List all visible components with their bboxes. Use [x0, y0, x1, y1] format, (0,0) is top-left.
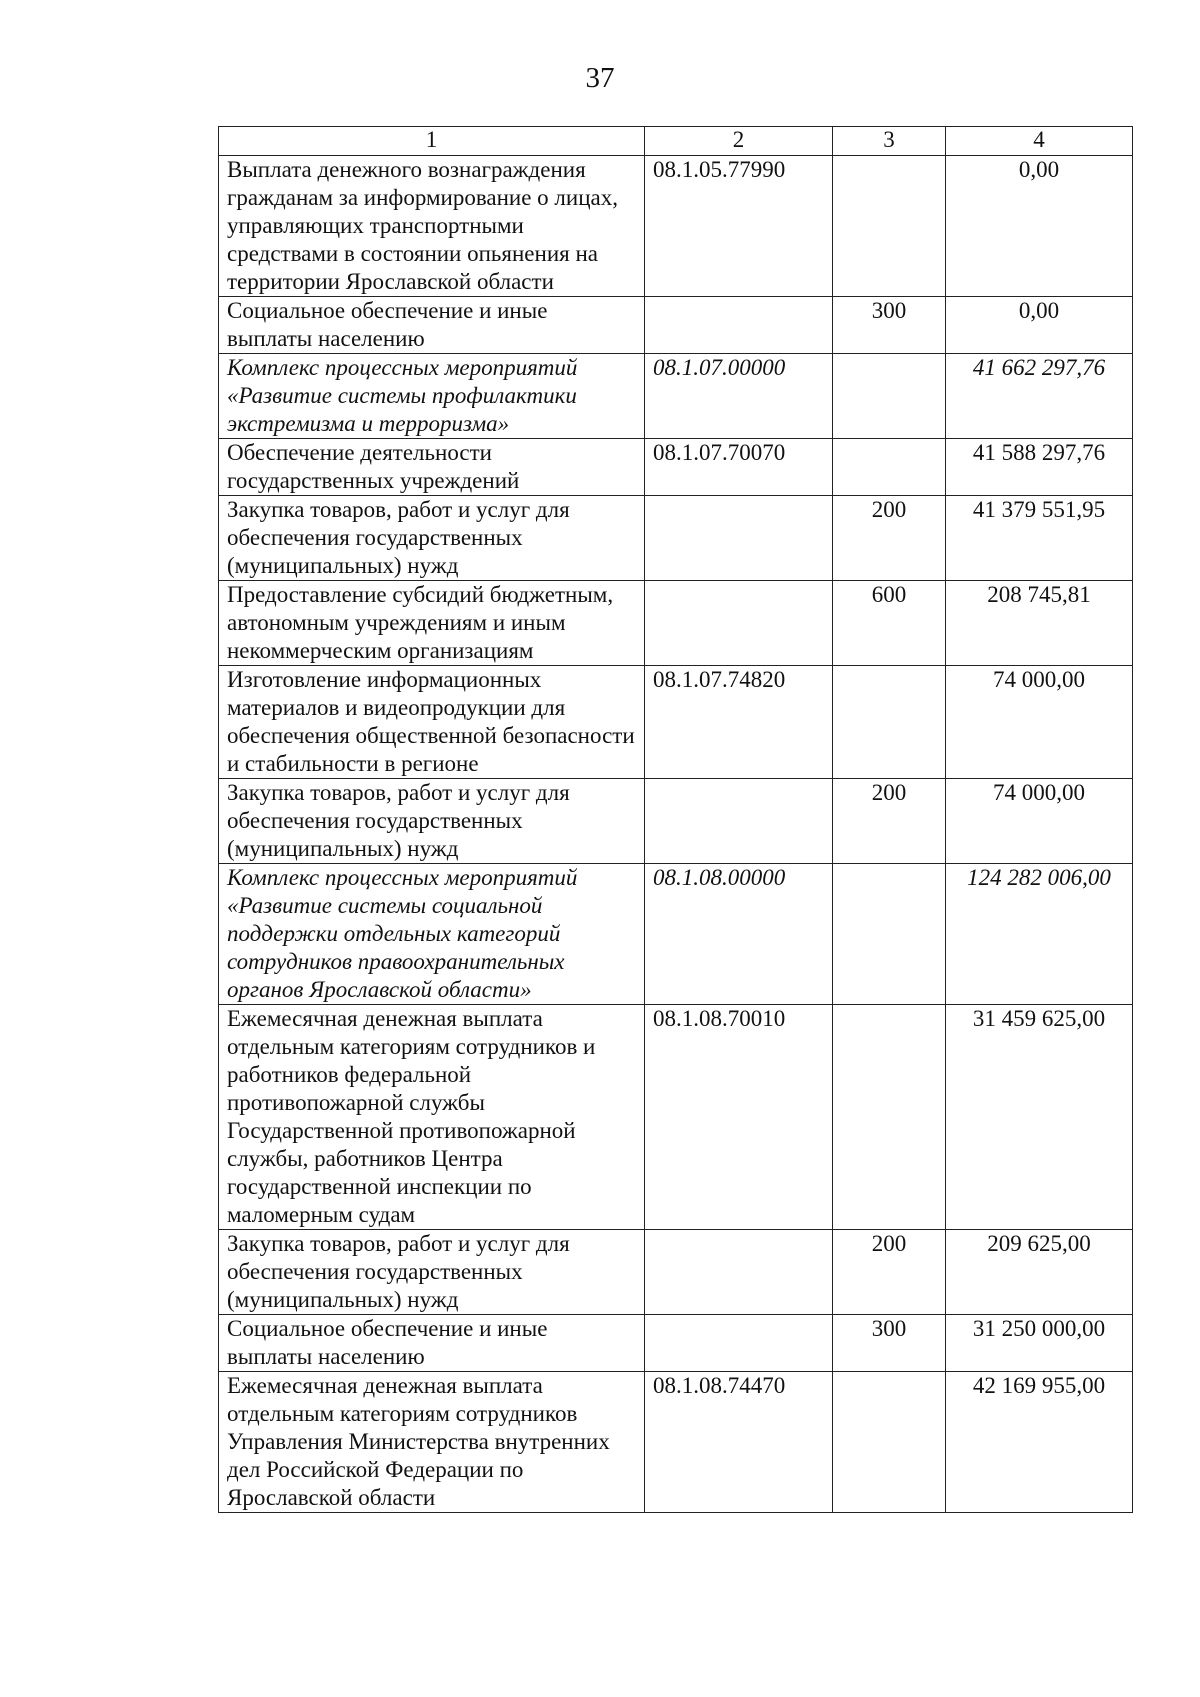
cell-sum: 41 379 551,95 [946, 496, 1133, 581]
cell-code: 08.1.08.70010 [645, 1005, 833, 1230]
column-header-name: 1 [219, 127, 645, 156]
cell-code: 08.1.08.00000 [645, 864, 833, 1005]
table-row [219, 1230, 1133, 1315]
cell-name: Социальное обеспечение и иные выплаты населению [219, 1315, 645, 1372]
budget-table [218, 126, 1133, 1513]
table-row [219, 779, 1133, 864]
cell-name: Обеспечение деятельности государственных учреждений [219, 439, 645, 496]
cell-expense-type [833, 666, 946, 779]
cell-name: Закупка товаров, работ и услуг для обеспечения государственных (муниципальных) нужд [219, 496, 645, 581]
cell-expense-type: 300 [833, 297, 946, 354]
cell-expense-type [833, 156, 946, 297]
cell-code: 08.1.05.77990 [645, 156, 833, 297]
cell-code [645, 581, 833, 666]
cell-expense-type: 300 [833, 1315, 946, 1372]
cell-sum: 41 588 297,76 [946, 439, 1133, 496]
cell-expense-type [833, 1372, 946, 1513]
table-row [219, 354, 1133, 439]
cell-name: Комплекс процессных мероприятий «Развитие системы профилактики экстремизма и терроризма» [219, 354, 645, 439]
cell-sum: 208 745,81 [946, 581, 1133, 666]
cell-name: Комплекс процессных мероприятий «Развитие системы социальной поддержки отдельных категорий сотрудников правоохранительных органов Ярославской области» [219, 864, 645, 1005]
cell-name: Предоставление субсидий бюджетным, автономным учреждениям и иным некоммерческим организациям [219, 581, 645, 666]
page-number: 37 [585, 62, 615, 94]
cell-sum: 209 625,00 [946, 1230, 1133, 1315]
cell-sum: 41 662 297,76 [946, 354, 1133, 439]
cell-sum: 0,00 [946, 297, 1133, 354]
cell-expense-type [833, 864, 946, 1005]
cell-expense-type: 200 [833, 779, 946, 864]
cell-name: Изготовление информационных материалов и видеопродукции для обеспечения общественной безопасности и стабильности в регионе [219, 666, 645, 779]
cell-code: 08.1.07.74820 [645, 666, 833, 779]
table-header-row [219, 127, 1133, 156]
table-row [219, 297, 1133, 354]
cell-sum: 74 000,00 [946, 779, 1133, 864]
cell-code: 08.1.07.00000 [645, 354, 833, 439]
column-header-code: 2 [645, 127, 833, 156]
table-row [219, 1315, 1133, 1372]
table-row [219, 581, 1133, 666]
cell-name: Закупка товаров, работ и услуг для обеспечения государственных (муниципальных) нужд [219, 1230, 645, 1315]
table-row [219, 1372, 1133, 1513]
cell-name: Выплата денежного вознаграждения гражданам за информирование о лицах, управляющих транспортными средствами в состоянии опьянения на территории Ярославской области [219, 156, 645, 297]
cell-sum: 74 000,00 [946, 666, 1133, 779]
cell-name: Закупка товаров, работ и услуг для обеспечения государственных (муниципальных) нужд [219, 779, 645, 864]
table-row [219, 1005, 1133, 1230]
cell-code: 08.1.08.74470 [645, 1372, 833, 1513]
cell-sum: 124 282 006,00 [946, 864, 1133, 1005]
column-header-sum: 4 [946, 127, 1133, 156]
cell-name: Социальное обеспечение и иные выплаты населению [219, 297, 645, 354]
table-row [219, 666, 1133, 779]
table-row [219, 864, 1133, 1005]
cell-code [645, 496, 833, 581]
cell-expense-type [833, 1005, 946, 1230]
cell-code [645, 1315, 833, 1372]
cell-name: Ежемесячная денежная выплата отдельным категориям сотрудников Управления Министерства внутренних дел Российской Федерации по Ярославской области [219, 1372, 645, 1513]
table-body [219, 156, 1133, 1513]
cell-expense-type: 200 [833, 1230, 946, 1315]
cell-code [645, 1230, 833, 1315]
cell-name: Ежемесячная денежная выплата отдельным категориям сотрудников и работников федеральной противопожарной службы Государственной противопожарной службы, работников Центра государственной инспекции по маломерным судам [219, 1005, 645, 1230]
cell-expense-type [833, 354, 946, 439]
cell-expense-type: 200 [833, 496, 946, 581]
column-header-type: 3 [833, 127, 946, 156]
cell-sum: 0,00 [946, 156, 1133, 297]
cell-sum: 31 250 000,00 [946, 1315, 1133, 1372]
table-row [219, 439, 1133, 496]
cell-code: 08.1.07.70070 [645, 439, 833, 496]
table-row [219, 156, 1133, 297]
cell-expense-type: 600 [833, 581, 946, 666]
cell-expense-type [833, 439, 946, 496]
cell-code [645, 297, 833, 354]
cell-sum: 31 459 625,00 [946, 1005, 1133, 1230]
cell-code [645, 779, 833, 864]
cell-sum: 42 169 955,00 [946, 1372, 1133, 1513]
table-row [219, 496, 1133, 581]
